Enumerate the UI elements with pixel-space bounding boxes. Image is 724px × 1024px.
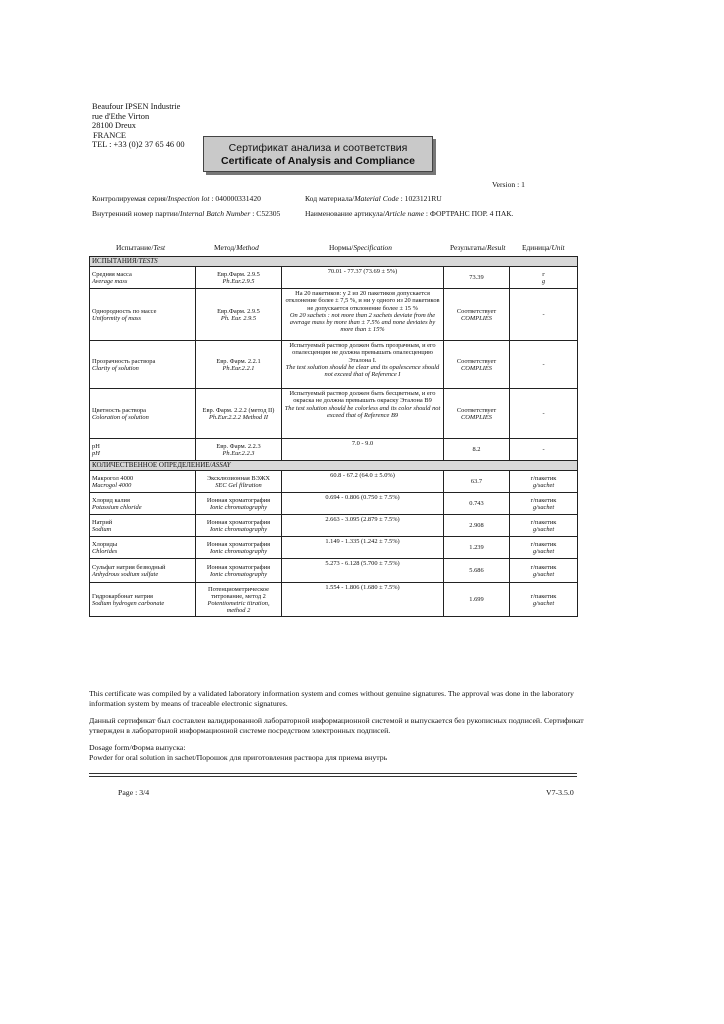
method-cell: Евр. Фарм. 2.2.2 (метод II) Ph.Eur.2.2.2 Method II <box>196 389 282 439</box>
method-cell: Евр. Фарм. 2.2.3 Ph.Eur.2.2.3 <box>196 439 282 461</box>
unit-cell: г/пакетик g/sachet <box>510 559 578 583</box>
version: Version : 1 <box>492 180 525 189</box>
unit-cell: г/пакетик g/sachet <box>510 515 578 537</box>
inspection-lot: Контролируемая серия/Inspection lot : 040000331420 <box>92 194 261 203</box>
spec-cell: 60.8 - 67.2 (64.0 ± 5.0%) <box>282 471 444 493</box>
table-row <box>90 493 578 515</box>
spec-cell: Испытуемый раствор должен быть прозрачным, и его опалесценция не должна превышать опалесценцию Эталона I. The test solution should be clear and its opalescence should not exceed that of Reference I <box>282 341 444 389</box>
table-row <box>90 439 578 461</box>
col-method: Метод/Method <box>214 243 259 252</box>
result-cell: 2.908 <box>444 515 510 537</box>
table-row <box>90 389 578 439</box>
result-cell: 5.686 <box>444 559 510 583</box>
spec-cell: 5.273 - 6.128 (5.700 ± 7.5%) <box>282 559 444 583</box>
unit-cell: - <box>510 389 578 439</box>
col-spec: Нормы/Specification <box>329 243 392 252</box>
table-row <box>90 583 578 617</box>
test-cell: Хлориды Chlorides <box>90 537 196 559</box>
result-cell: 63.7 <box>444 471 510 493</box>
divider-2 <box>89 776 577 777</box>
method-cell: Ионная хроматография Ionic chromatography <box>196 559 282 583</box>
result-cell: Соответствует COMPLIES <box>444 341 510 389</box>
section-title: КОЛИЧЕСТВЕННОЕ ОПРЕДЕЛЕНИЕ/ASSAY <box>90 461 578 471</box>
test-cell: Гидрокарбонат натрия Sodium hydrogen carbonate <box>90 583 196 617</box>
method-cell: Евр.Фарм. 2.9.5 Ph. Eur. 2.9.5 <box>196 289 282 341</box>
spec-cell: Испытуемый раствор должен быть бесцветным, и его окраска не должна превышать окраску Эталона B9 The test solution should be colorless and its color should not exceed that of Reference B9 <box>282 389 444 439</box>
method-cell: Ионная хроматография Ionic chromatography <box>196 537 282 559</box>
title-en: Certificate of Analysis and Compliance <box>221 155 415 167</box>
unit-cell: - <box>510 439 578 461</box>
results-table <box>89 256 578 617</box>
company-street: rue d'Ethe Virton <box>92 111 150 121</box>
method-cell: Евр.Фарм. 2.9.5 Ph.Eur.2.9.5 <box>196 267 282 289</box>
batch-number: Внутренний номер партии/Internal Batch Number : C52305 <box>92 209 281 218</box>
col-result: Результаты/Result <box>450 243 506 252</box>
spec-cell: 7.0 - 9.0 <box>282 439 444 461</box>
method-cell: Ионная хроматография Ionic chromatography <box>196 493 282 515</box>
test-cell: Натрий Sodium <box>90 515 196 537</box>
test-cell: Хлорид калия Potassium chloride <box>90 493 196 515</box>
spec-cell: На 20 пакетиков: у 2 из 20 пакетиков допускается отклонение более ± 7,5 %, и ни у одного из 20 пакетиков не допускается отклонение более ± 15 % On 20 sachets : not more than 2 sachets deviate from the average mass by more than ± 7.5% and none deviates by more than ± 15% <box>282 289 444 341</box>
material-code: Код материала/Material Code : 1023121RU <box>305 194 442 203</box>
test-cell: Цветность раствора Coloration of solution <box>90 389 196 439</box>
table-row <box>90 537 578 559</box>
method-cell: Потенциометрическое титрование, метод 2 Potentiometric titration, method 2 <box>196 583 282 617</box>
note-ru: Данный сертификат был составлен валидированной лабораторной информационной системой и выпускается без рукописных подписей. Сертификат утвержден в лабораторной информационной системе посредством электронных подписей. <box>89 716 584 735</box>
company-name: Beaufour IPSEN Industrie <box>92 102 181 111</box>
unit-cell: г g <box>510 267 578 289</box>
table-row <box>90 515 578 537</box>
title-ru: Сертификат анализа и соответствия <box>228 142 408 154</box>
spec-cell: 1.149 - 1.335 (1.242 ± 7.5%) <box>282 537 444 559</box>
section-header <box>90 461 578 471</box>
doc-version: V7-3.5.0 <box>546 788 574 797</box>
result-cell: 1.699 <box>444 583 510 617</box>
unit-cell: г/пакетик g/sachet <box>510 493 578 515</box>
company-country: FRANCE <box>93 130 127 140</box>
test-cell: pH pH <box>90 439 196 461</box>
company-address <box>92 102 185 150</box>
table-row <box>90 471 578 493</box>
dosage-label: Dosage form/Форма выпуска: <box>89 743 186 752</box>
results-body <box>90 257 578 617</box>
table-row <box>90 289 578 341</box>
spec-cell: 0.694 - 0.806 (0.750 ± 7.5%) <box>282 493 444 515</box>
unit-cell: г/пакетик g/sachet <box>510 537 578 559</box>
column-headers <box>0 243 724 253</box>
dosage-value: Powder for oral solution in sachet/Порошок для приготовления раствора для приема внутрь <box>89 753 388 762</box>
col-unit: Единица/Unit <box>522 243 565 252</box>
method-cell: Ионная хроматография Ionic chromatography <box>196 515 282 537</box>
method-cell: Эксклюзионная ВЭЖХ SEC Gel filtration <box>196 471 282 493</box>
table-row <box>90 267 578 289</box>
spec-cell: 70.01 - 77.37 (73.69 ± 5%) <box>282 267 444 289</box>
result-cell: 8.2 <box>444 439 510 461</box>
company-tel: TEL : +33 (0)2 37 65 46 00 <box>92 140 185 150</box>
company-city: 28100 Dreux <box>92 121 136 131</box>
section-title: ИСПЫТАНИЯ/TESTS <box>90 257 578 267</box>
test-cell: Средняя масса Average mass <box>90 267 196 289</box>
result-cell: Соответствует COMPLIES <box>444 389 510 439</box>
table-row <box>90 559 578 583</box>
unit-cell: г/пакетик g/sachet <box>510 583 578 617</box>
test-cell: Прозрачность раствора Clarity of solution <box>90 341 196 389</box>
result-cell: 1.239 <box>444 537 510 559</box>
table-row <box>90 341 578 389</box>
certificate-title <box>203 136 433 172</box>
unit-cell: - <box>510 341 578 389</box>
result-cell: 0.743 <box>444 493 510 515</box>
result-cell: Соответствует COMPLIES <box>444 289 510 341</box>
note-en: This certificate was compiled by a validated laboratory information system and comes without genuine signatures. The approval was done in the laboratory information system by means of traceable electronic signatures. <box>89 689 574 708</box>
unit-cell: г/пакетик g/sachet <box>510 471 578 493</box>
test-cell: Сульфат натрия безводный Anhydrous sodium sulfate <box>90 559 196 583</box>
section-header <box>90 257 578 267</box>
col-test: Испытание/Test <box>116 243 166 252</box>
test-cell: Макрогол 4000 Macrogol 4000 <box>90 471 196 493</box>
unit-cell: - <box>510 289 578 341</box>
method-cell: Евр. Фарм. 2.2.1 Ph.Eur.2.2.1 <box>196 341 282 389</box>
spec-cell: 1.554 - 1.806 (1.680 ± 7.5%) <box>282 583 444 617</box>
page-number: Page : 3/4 <box>118 788 150 797</box>
result-cell: 73.39 <box>444 267 510 289</box>
spec-cell: 2.663 - 3.095 (2.879 ± 7.5%) <box>282 515 444 537</box>
divider-1 <box>89 773 577 774</box>
article-name: Наименование артикула/Article name : ФОРТРАНС ПОР. 4 ПАК. <box>305 209 514 218</box>
test-cell: Однородность по массе Uniformity of mass <box>90 289 196 341</box>
